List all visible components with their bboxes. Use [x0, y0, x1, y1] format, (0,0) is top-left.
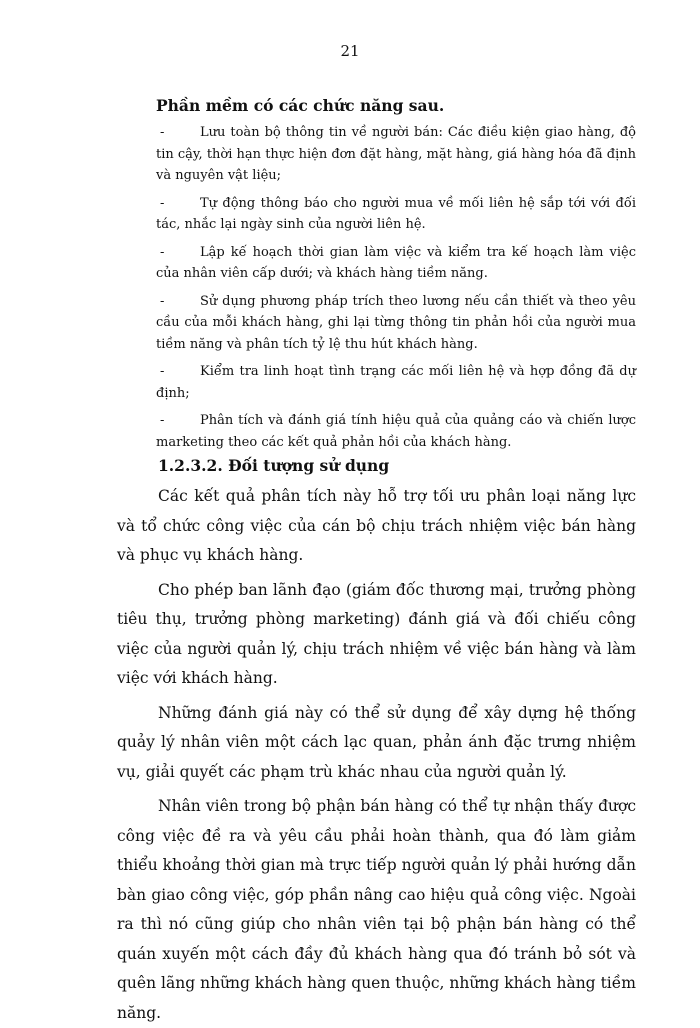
bullet-text: Lập kế hoạch thời gian làm việc và kiểm tra kế hoạch làm việc của nhân viên cấp dưới; và khách hàng tiềm năng. [156, 244, 636, 281]
bullet-text: Phân tích và đánh giá tính hiệu quả của quảng cáo và chiến lược marketing theo các kết quả phản hồi của khách hàng. [156, 413, 636, 450]
bullet-dash: - [160, 413, 165, 428]
subsection-heading: 1.2.3.2. Đối tượng sử dụng [158, 456, 390, 475]
bullet-text: Kiểm tra linh hoạt tình trạng các mối liên hệ và hợp đồng đã dự định; [156, 364, 636, 401]
list-item [156, 291, 636, 356]
paragraph: Các kết quả phân tích này hỗ trợ tối ưu phân loại năng lực và tổ chức công việc của cán bộ chịu trách nhiệm việc bán hàng và phục vụ khách hàng. [117, 487, 636, 564]
list-item [156, 242, 636, 285]
bullet-dash: - [160, 364, 165, 379]
bullet-list [156, 122, 636, 453]
bullet-dash: - [160, 293, 165, 309]
bullet-text: Tự động thông báo cho người mua về mối liên hệ sắp tới với đối tác, nhắc lại ngày sinh của người liên hệ. [156, 195, 636, 232]
paragraph: Cho phép ban lãnh đạo (giám đốc thương mại, trưởng phòng tiêu thụ, trưởng phòng marketing) đánh giá và đối chiếu công việc của người quản lý, chịu trách nhiệm về việc bán hàng và làm việc với khách hàng. [117, 580, 636, 687]
list-item [156, 122, 636, 187]
bullet-dash: - [160, 195, 165, 211]
section-heading: Phần mềm có các chức năng sau. [156, 96, 445, 115]
bullet-text: Lưu toàn bộ thông tin về người bán: Các điều kiện giao hàng, độ tin cậy, thời hạn thực hiện đơn đặt hàng, mặt hàng, giá hàng hóa đã định và nguyên vật liệu; [156, 125, 636, 183]
list-item [156, 361, 636, 404]
list-item [156, 193, 636, 236]
paragraph: Những đánh giá này có thể sử dụng để xây dựng hệ thống quảy lý nhân viên một cách lạc quan, phản ánh đặc trưng nhiệm vụ, giải quyết các phạm trù khác nhau của người quản lý. [117, 703, 636, 781]
bullet-text: Sử dụng phương pháp trích theo lương nếu cần thiết và theo yêu cầu của mỗi khách hàng, ghi lại từng thông tin phản hồi của người mua tiềm năng và phân tích tỷ lệ thu hút khách hàng. [156, 293, 636, 352]
body-paragraphs [117, 482, 636, 1028]
paragraph: Nhân viên trong bộ phận bán hàng có thể tự nhận thấy được công việc đề ra và yêu cầu phải hoàn thành, qua đó làm giảm thiểu khoảng thời gian mà trực tiếp người quản lý phải hướng dẫn bàn giao công việc, góp phần nâng cao hiệu quả công việc. Ngoài ra thì nó cũng giúp cho nhân viên tại bộ phận bán hàng có thể quán xuyến một cách đầy đủ khách hàng qua đó tránh bỏ sót và quên lãng những khách hàng quen thuộc, những khách hàng tiềm năng. [117, 797, 636, 1022]
page-number: 21 [340, 42, 360, 60]
bullet-dash: - [160, 125, 165, 140]
list-item [156, 410, 636, 453]
bullet-dash: - [160, 244, 165, 260]
